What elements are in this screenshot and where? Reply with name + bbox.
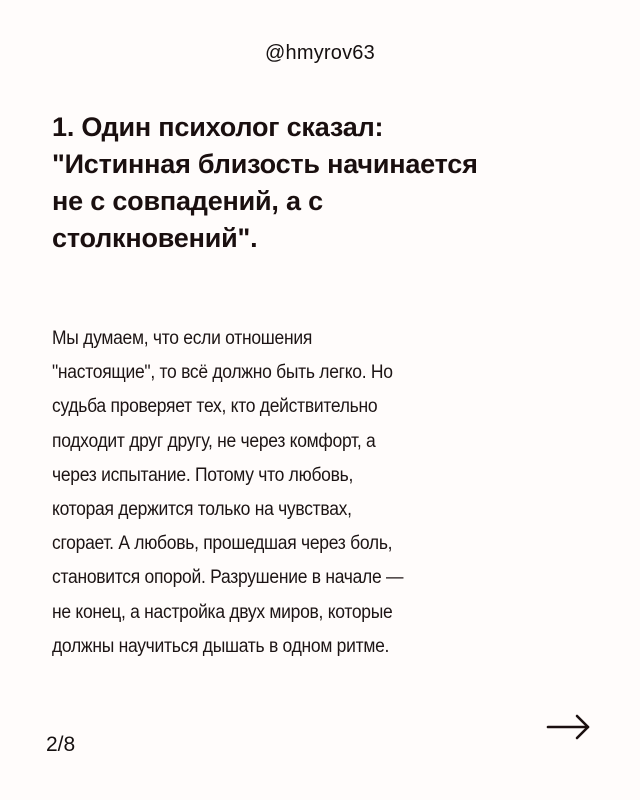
headline (52, 109, 572, 257)
body-line: Мы думаем, что если отношения (52, 328, 313, 349)
body-line: должны научиться дышать в одном ритме. (52, 635, 390, 657)
body-line: через испытание. Потому что любовь, (52, 464, 354, 486)
body-line: которая держится только на чувствах, (52, 499, 352, 521)
author-handle: @hmyrov63 (265, 42, 375, 64)
next-slide-button[interactable] (546, 712, 592, 742)
body-line: становится опорой. Разрушение в начале — (52, 567, 404, 589)
body-line: не конец, а настройка двух миров, которые (52, 601, 393, 623)
body-line: "настоящие", то всё должно быть легко. Но (52, 362, 393, 384)
page-indicator: 2/8 (46, 733, 76, 756)
headline-line: столкновений". (52, 223, 258, 253)
arrow-right-icon (546, 712, 592, 742)
body-line: сгорает. А любовь, прошедшая через боль, (52, 533, 393, 555)
body-line: подходит друг другу, не через комфорт, а (52, 430, 376, 452)
headline-line: не с совпадений, а с (52, 186, 323, 216)
body-line: судьба проверяет тех, кто действительно (52, 396, 378, 418)
body-paragraph (52, 322, 592, 664)
headline-line: 1. Один психолог сказал: (52, 112, 384, 142)
headline-line: "Истинная близость начинается (52, 149, 478, 179)
